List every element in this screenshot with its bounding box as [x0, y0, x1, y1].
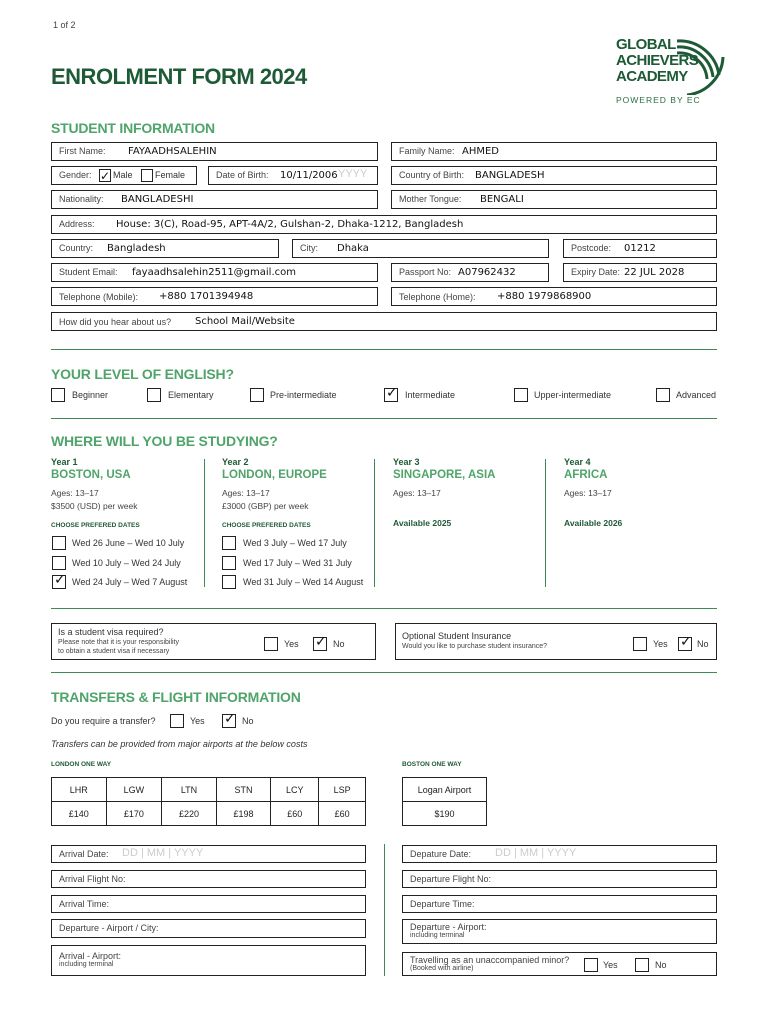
- english-advanced-checkbox[interactable]: [656, 388, 670, 402]
- english-beginner-checkbox[interactable]: [51, 388, 65, 402]
- student-email-label: Student Email:: [59, 267, 118, 277]
- family-name-value: AHMED: [462, 146, 500, 157]
- academy-logo: [615, 37, 730, 109]
- year3-label: Year 3: [393, 457, 420, 467]
- home-phone-label: Telephone (Home):: [399, 292, 476, 302]
- departure-airport-label: Departure - Airport:: [410, 922, 487, 932]
- year2-place: LONDON, EUROPE: [222, 469, 327, 481]
- london-transfer-table: [51, 777, 366, 826]
- insurance-box: [395, 623, 717, 660]
- visa-question: Is a student visa required?: [58, 627, 164, 637]
- year1-place: BOSTON, USA: [51, 469, 131, 481]
- departure-airport-field[interactable]: [402, 919, 717, 944]
- divider: [51, 672, 717, 673]
- address-value: House: 3(C), Road-95, APT-4A/2, Gulshan-2, Dhaka-1212, Bangladesh: [116, 219, 464, 230]
- passport-field[interactable]: [391, 263, 549, 282]
- visa-no-label: No: [333, 639, 345, 649]
- visa-box: [51, 623, 376, 660]
- year2-date1-label: Wed 3 July – Wed 17 July: [243, 538, 347, 548]
- table-cell: $190: [403, 802, 487, 826]
- unaccompanied-minor-sublabel: (Booked with airline): [410, 965, 474, 972]
- arrival-flight-field[interactable]: [51, 870, 366, 888]
- gender-label: Gender:: [59, 170, 92, 180]
- english-intermediate-label: Intermediate: [405, 390, 456, 400]
- departure-flight-field[interactable]: [402, 870, 717, 888]
- insurance-question: Optional Student Insurance: [402, 631, 512, 641]
- year1-date1-checkbox[interactable]: [52, 536, 66, 550]
- insurance-yes-label: Yes: [653, 639, 668, 649]
- logo-tagline: POWERED BY EC: [616, 95, 701, 105]
- english-pre-intermediate-label: Pre-intermediate: [270, 390, 337, 400]
- first-name-value: FAYAADHSALEHIN: [128, 146, 217, 157]
- arrival-flight-label: Arrival Flight No:: [59, 874, 126, 884]
- check-icon: ✓: [100, 169, 111, 183]
- arrival-airport-field[interactable]: [51, 945, 366, 976]
- country-of-birth-field[interactable]: [391, 166, 717, 185]
- check-icon: ✓: [315, 634, 327, 650]
- visa-yes-checkbox[interactable]: [264, 637, 278, 651]
- transfer-no-label: No: [242, 716, 254, 726]
- check-icon: ✓: [386, 385, 398, 401]
- year1-price: $3500 (USD) per week: [51, 501, 138, 511]
- home-phone-value: +880 1979868900: [497, 291, 592, 302]
- check-icon: ✓: [54, 572, 66, 588]
- study-location-heading: WHERE WILL YOU BE STUDYING?: [51, 433, 278, 449]
- english-beginner-label: Beginner: [72, 390, 109, 400]
- year1-ages: Ages: 13–17: [51, 488, 99, 498]
- divider: [51, 418, 717, 419]
- visa-no-checkbox[interactable]: [313, 634, 327, 651]
- country-of-birth-value: BANGLADESH: [475, 170, 545, 181]
- hear-about-us-label: How did you hear about us?: [59, 317, 172, 327]
- gender-male-checkbox[interactable]: [99, 169, 111, 182]
- table-row: [403, 778, 487, 802]
- nationality-value: BANGLADESHI: [121, 194, 194, 205]
- boston-one-way-label: BOSTON ONE WAY: [402, 761, 462, 768]
- year4-place: AFRICA: [564, 469, 608, 481]
- transfer-question: Do you require a transfer?: [51, 716, 156, 726]
- visa-yes-label: Yes: [284, 639, 299, 649]
- year4-ages: Ages: 13–17: [564, 488, 612, 498]
- table-cell: £220: [162, 802, 217, 826]
- departure-airport-sublabel: including terminal: [410, 932, 465, 939]
- arrival-time-field[interactable]: [51, 895, 366, 913]
- english-elementary-label: Elementary: [168, 390, 214, 400]
- year2-date3-label: Wed 31 July – Wed 14 August: [243, 577, 364, 587]
- arrival-time-label: Arrival Time:: [59, 899, 110, 909]
- year1-label: Year 1: [51, 457, 78, 467]
- gender-field: [51, 166, 197, 185]
- check-icon: ✓: [680, 634, 692, 650]
- arrival-airport-sublabel: including terminal: [59, 961, 114, 968]
- hear-about-us-value: School Mail/Website: [195, 316, 295, 327]
- hear-about-us-field[interactable]: [51, 312, 717, 331]
- arrival-airport-label: Arrival - Airport:: [59, 951, 122, 961]
- column-divider: [384, 844, 385, 976]
- english-elementary-checkbox[interactable]: [147, 388, 161, 402]
- table-row: [52, 778, 366, 802]
- departure-flight-label: Departure Flight No:: [410, 874, 492, 884]
- table-cell: £198: [216, 802, 271, 826]
- student-email-value: fayaadhsalehin2511@gmail.com: [132, 267, 296, 278]
- year2-date2-checkbox[interactable]: [222, 556, 236, 570]
- mobile-phone-field[interactable]: [51, 287, 378, 306]
- departure-city-field[interactable]: [51, 919, 366, 938]
- table-cell: £60: [271, 802, 319, 826]
- unaccompanied-minor-label: Travelling as an unaccompanied minor?: [410, 955, 570, 965]
- page-number: 1 of 2: [53, 20, 76, 30]
- first-name-field[interactable]: [51, 142, 378, 161]
- divider: [51, 608, 717, 609]
- year1-date3-label: Wed 24 July – Wed 7 August: [72, 577, 188, 587]
- year2-price: £3000 (GBP) per week: [222, 501, 309, 511]
- country-label: Country:: [59, 243, 94, 253]
- english-advanced-label: Advanced: [676, 390, 717, 400]
- year4-availability: Available 2026: [564, 518, 623, 528]
- year2-ages: Ages: 13–17: [222, 488, 270, 498]
- english-level-heading: YOUR LEVEL OF ENGLISH?: [51, 366, 234, 382]
- minor-yes-checkbox[interactable]: [584, 958, 598, 972]
- city-value: Dhaka: [337, 243, 369, 254]
- expiry-date-value: 22 JUL 2028: [624, 267, 685, 278]
- year1-date2-label: Wed 10 July – Wed 24 July: [72, 558, 181, 568]
- arrival-date-label: Arrival Date:: [59, 849, 109, 859]
- transfer-note: Transfers can be provided from major airports at the below costs: [51, 739, 308, 749]
- mother-tongue-label: Mother Tongue:: [399, 194, 462, 204]
- london-one-way-label: LONDON ONE WAY: [51, 761, 112, 768]
- country-value: Bangladesh: [107, 243, 166, 254]
- expiry-date-label: Expiry Date:: [571, 267, 621, 277]
- student-email-field[interactable]: [51, 263, 378, 282]
- table-row: [403, 802, 487, 826]
- transfer-yes-label: Yes: [190, 716, 205, 726]
- page-title: ENROLMENT FORM 2024: [51, 64, 307, 89]
- transfer-no-checkbox[interactable]: [222, 711, 236, 728]
- table-cell: £170: [106, 802, 162, 826]
- postcode-value: 01212: [624, 243, 656, 254]
- logo-line-1: GLOBAL: [616, 36, 676, 53]
- address-label: Address:: [59, 219, 95, 229]
- city-label: City:: [300, 243, 318, 253]
- first-name-label: First Name:: [59, 146, 106, 156]
- departure-time-field[interactable]: [402, 895, 717, 913]
- address-field[interactable]: [51, 215, 717, 234]
- expiry-date-field[interactable]: [563, 263, 717, 282]
- boston-transfer-table: [402, 777, 487, 826]
- logo-line-3: ACADEMY: [616, 68, 688, 85]
- year2-date3-checkbox[interactable]: [222, 575, 236, 589]
- transfers-heading: TRANSFERS & FLIGHT INFORMATION: [51, 689, 301, 705]
- table-cell: LTN: [162, 778, 217, 802]
- departure-date-placeholder: DD | MM | YYYY: [495, 847, 577, 859]
- mother-tongue-value: BENGALI: [480, 194, 524, 205]
- dob-label: Date of Birth:: [216, 170, 269, 180]
- english-upper-intermediate-label: Upper-intermediate: [534, 390, 612, 400]
- dob-value: 10/11/2006: [280, 170, 338, 181]
- year1-date2-checkbox[interactable]: [52, 556, 66, 570]
- country-field[interactable]: [51, 239, 279, 258]
- arrival-date-placeholder: DD | MM | YYYY: [122, 847, 204, 859]
- table-cell: LCY: [271, 778, 319, 802]
- insurance-note: Would you like to purchase student insurance?: [402, 643, 548, 650]
- column-divider: [374, 459, 375, 587]
- divider: [51, 349, 717, 350]
- visa-note-1: Please note that it is your responsibility: [58, 639, 180, 646]
- gender-female-checkbox[interactable]: [141, 169, 153, 182]
- home-phone-field[interactable]: [391, 287, 717, 306]
- year2-choose-dates-label: CHOOSE PREFERED DATES: [222, 522, 311, 529]
- english-pre-intermediate-checkbox[interactable]: [250, 388, 264, 402]
- year1-date1-label: Wed 26 June – Wed 10 July: [72, 538, 185, 548]
- year2-date2-label: Wed 17 July – Wed 31 July: [243, 558, 352, 568]
- year4-label: Year 4: [564, 457, 591, 467]
- family-name-label: Family Name:: [399, 146, 455, 156]
- logo-line-2: ACHIEVERS: [616, 52, 699, 69]
- unaccompanied-minor-box: [402, 952, 717, 976]
- passport-value: A07962432: [458, 267, 516, 278]
- minor-no-checkbox[interactable]: [635, 958, 649, 972]
- postcode-label: Postcode:: [571, 243, 612, 253]
- table-row: [52, 802, 366, 826]
- year1-date3-checkbox[interactable]: [52, 572, 66, 589]
- column-divider: [545, 459, 546, 587]
- table-cell: LHR: [52, 778, 107, 802]
- check-icon: ✓: [224, 711, 236, 727]
- year3-availability: Available 2025: [393, 518, 452, 528]
- mobile-phone-value: +880 1701394948: [159, 291, 254, 302]
- dob-field[interactable]: [208, 166, 378, 185]
- table-cell: £60: [319, 802, 366, 826]
- mobile-phone-label: Telephone (Mobile):: [59, 292, 139, 302]
- logo-arcs-icon: [677, 37, 727, 95]
- insurance-yes-checkbox[interactable]: [633, 637, 647, 651]
- country-of-birth-label: Country of Birth:: [399, 170, 465, 180]
- insurance-no-label: No: [697, 639, 709, 649]
- departure-city-label: Departure - Airport / City:: [59, 923, 159, 933]
- gender-male-label: Male: [113, 170, 133, 180]
- table-cell: £140: [52, 802, 107, 826]
- gender-female-label: Female: [155, 170, 186, 180]
- family-name-field[interactable]: [391, 142, 717, 161]
- minor-yes-label: Yes: [603, 960, 618, 970]
- departure-date-label: Depature Date:: [410, 849, 472, 859]
- minor-no-label: No: [655, 960, 667, 970]
- arrival-date-field[interactable]: [51, 845, 366, 863]
- table-cell: LSP: [319, 778, 366, 802]
- nationality-field[interactable]: [51, 190, 378, 209]
- table-cell: STN: [216, 778, 271, 802]
- nationality-label: Nationality:: [59, 194, 104, 204]
- year2-date1-checkbox[interactable]: [222, 536, 236, 550]
- transfer-yes-checkbox[interactable]: [170, 714, 184, 728]
- english-intermediate-checkbox[interactable]: [384, 385, 398, 402]
- year3-ages: Ages: 13–17: [393, 488, 441, 498]
- departure-time-label: Departure Time:: [410, 899, 475, 909]
- insurance-no-checkbox[interactable]: [678, 634, 692, 651]
- table-cell: LGW: [106, 778, 162, 802]
- column-divider: [204, 459, 205, 587]
- student-info-heading: STUDENT INFORMATION: [51, 120, 215, 136]
- visa-note-2: to obtain a student visa if necessary: [58, 648, 170, 655]
- year1-choose-dates-label: CHOOSE PREFERED DATES: [51, 522, 140, 529]
- dob-placeholder: YYYY: [338, 168, 368, 180]
- mother-tongue-field[interactable]: [391, 190, 717, 209]
- year3-place: SINGAPORE, ASIA: [393, 469, 496, 481]
- departure-date-field[interactable]: [402, 845, 717, 863]
- table-cell: Logan Airport: [403, 778, 487, 802]
- passport-label: Passport No:: [399, 267, 452, 277]
- english-upper-intermediate-checkbox[interactable]: [514, 388, 528, 402]
- year2-label: Year 2: [222, 457, 249, 467]
- city-field[interactable]: [292, 239, 549, 258]
- postcode-field[interactable]: [563, 239, 717, 258]
